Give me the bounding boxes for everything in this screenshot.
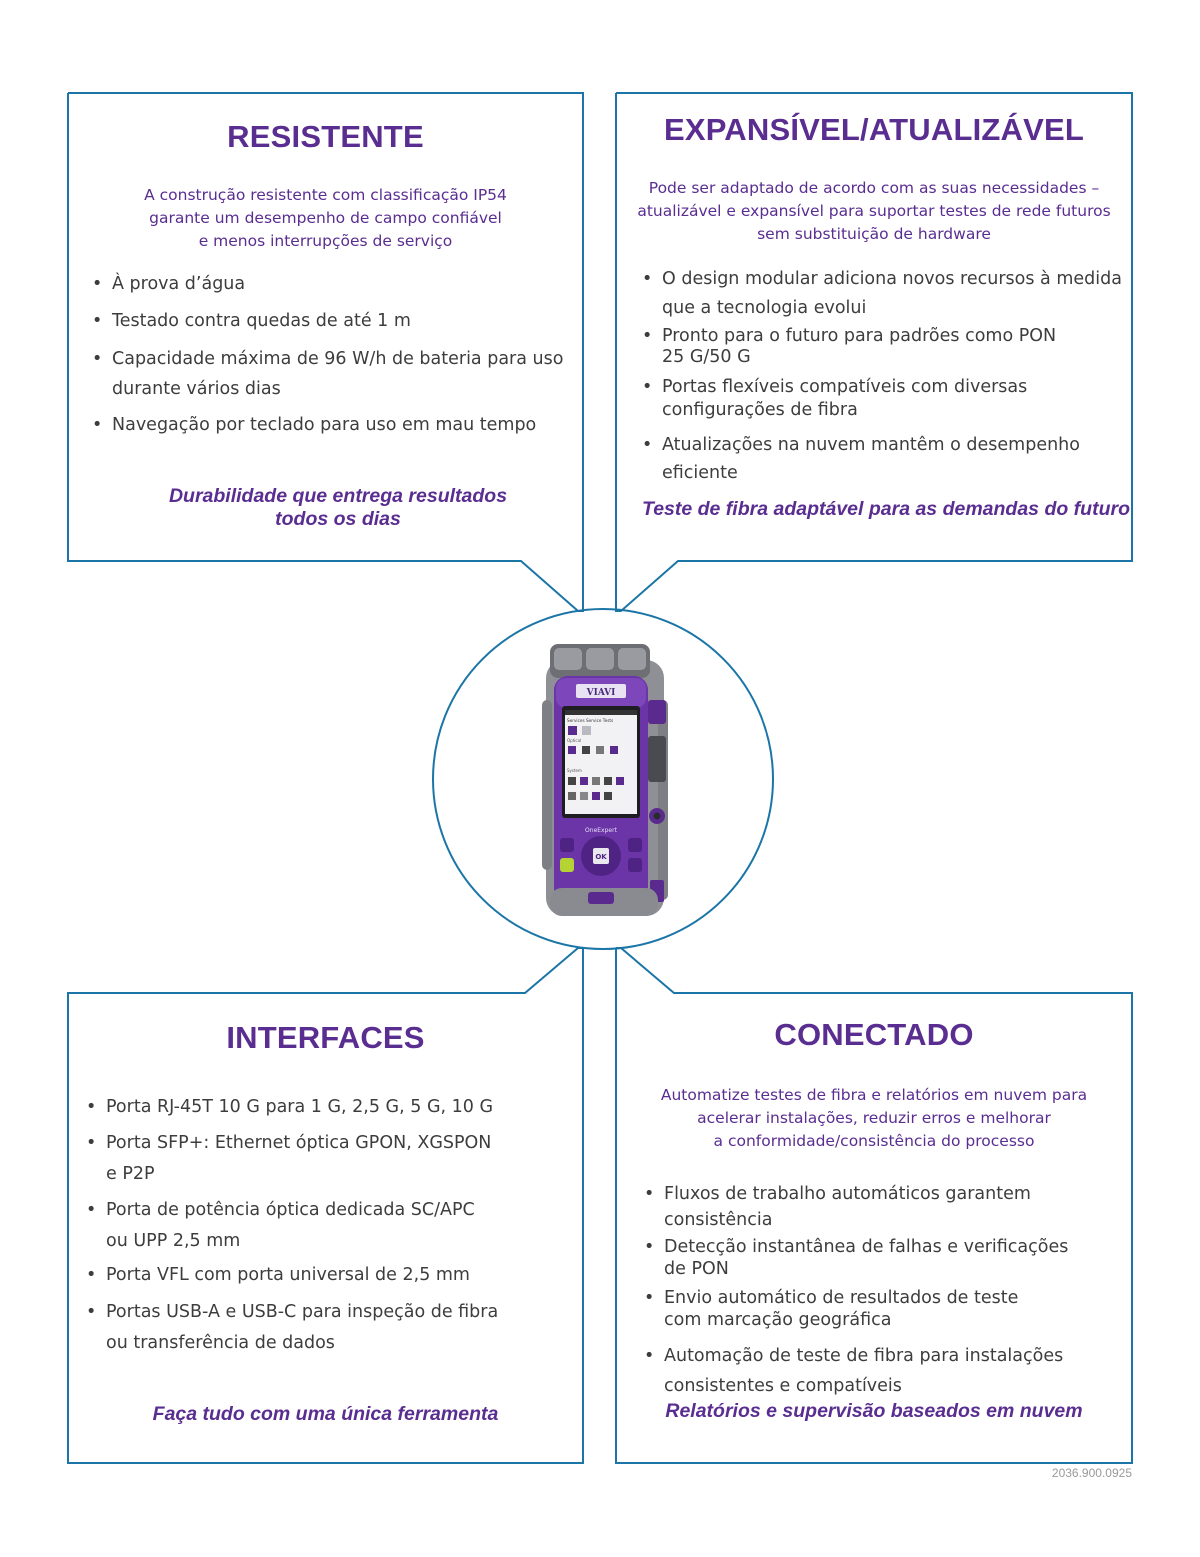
back-key-icon <box>628 838 642 852</box>
intro-line: sem substituição de hardware <box>757 225 991 243</box>
panel-intro <box>616 1084 1132 1153</box>
list-item: • Portas flexíveis compatíveis com diversas configurações de fibra <box>642 376 1122 422</box>
document-number: 2036.900.0925 <box>1051 1466 1132 1480</box>
panel-interfaces <box>68 993 583 1463</box>
list-item: • Testado contra quedas de até 1 m <box>92 309 572 334</box>
list-item: • Portas USB-A e USB-C para inspeção de fibra ou transferência de dados <box>86 1297 576 1359</box>
intro-line: atualizável e expansível para suportar testes de rede futuros <box>637 202 1111 220</box>
intro-line: A construção resistente com classificação IP54 <box>144 186 507 204</box>
list-item: • Capacidade máxima de 96 W/h de bateria para uso durante vários dias <box>92 344 572 404</box>
screen-section-label: System <box>567 768 582 773</box>
ok-key: OK <box>595 853 607 861</box>
menu-key-icon <box>628 858 642 872</box>
panel-tagline: Relatórios e supervisão baseados em nuvem <box>665 1400 1083 1422</box>
intro-line: Pode ser adaptado de acordo com as suas necessidades – <box>648 179 1100 197</box>
panel-title: RESISTENTE <box>227 119 424 154</box>
intro-line: Automatize testes de fibra e relatórios em nuvem para <box>660 1086 1088 1104</box>
panel-resistente <box>68 93 583 561</box>
panel-conectado <box>616 993 1132 1463</box>
feature-list <box>642 265 1122 487</box>
panel-title: EXPANSÍVEL/ATUALIZÁVEL <box>663 112 1085 147</box>
panel-intro <box>616 177 1132 246</box>
panel-expansivel <box>616 93 1132 561</box>
power-key-icon <box>560 858 574 872</box>
list-item: • Atualizações na nuvem mantêm o desempenho eficiente <box>642 431 1122 487</box>
device-model: OneExpert <box>585 827 617 834</box>
port-cap <box>554 648 582 670</box>
list-item: • Porta RJ-45T 10 G para 1 G, 2,5 G, 5 G, 10 G <box>86 1094 576 1121</box>
panel-tagline: Durabilidade que entrega resultados todos os dias <box>168 485 508 530</box>
panel-title: INTERFACES <box>226 1020 425 1055</box>
port-cap <box>586 648 614 670</box>
list-item: • Porta SFP+: Ethernet óptica GPON, XGSPON e P2P <box>86 1128 576 1190</box>
screen-header: Services Service Tests <box>567 718 614 723</box>
list-item: • Navegação por teclado para uso em mau tempo <box>92 413 572 438</box>
panel-tagline: Teste de fibra adaptável para as demandas do futuro <box>642 498 1130 520</box>
list-item: • Detecção instantânea de falhas e verificações de PON <box>644 1236 1132 1280</box>
intro-line: garante um desempenho de campo confiável <box>149 209 502 227</box>
panel-tagline: Faça tudo com uma única ferramenta <box>152 1403 499 1425</box>
list-item: • À prova d’água <box>92 272 572 297</box>
panel-title: CONECTADO <box>774 1017 974 1052</box>
bottom-port <box>588 892 614 904</box>
feature-list <box>644 1181 1132 1401</box>
list-item: • O design modular adiciona novos recursos à medida que a tecnologia evolui <box>642 265 1122 323</box>
list-item: • Pronto para o futuro para padrões como PON 25 G/50 G <box>642 326 1122 368</box>
list-item: • Porta VFL com porta universal de 2,5 mm <box>86 1262 576 1289</box>
feature-list <box>86 1094 576 1359</box>
list-item: • Envio automático de resultados de teste com marcação geográfica <box>644 1287 1132 1331</box>
home-key-icon <box>560 838 574 852</box>
device-brand: VIAVI <box>586 688 616 698</box>
port-cap <box>618 648 646 670</box>
panel-intro <box>68 184 583 253</box>
intro-line: a conformidade/consistência do processo <box>713 1132 1035 1150</box>
handheld-tester-image <box>540 640 670 920</box>
intro-line: e menos interrupções de serviço <box>198 232 453 250</box>
list-item: • Fluxos de trabalho automáticos garantem consistência <box>644 1181 1132 1233</box>
list-item: • Porta de potência óptica dedicada SC/APC ou UPP 2,5 mm <box>86 1195 576 1257</box>
list-item: • Automação de teste de fibra para instalações consistentes e compatíveis <box>644 1341 1132 1401</box>
screen-section-label: Optical <box>567 738 582 743</box>
intro-line: acelerar instalações, reduzir erros e melhorar <box>697 1109 1051 1127</box>
feature-list <box>92 272 572 438</box>
